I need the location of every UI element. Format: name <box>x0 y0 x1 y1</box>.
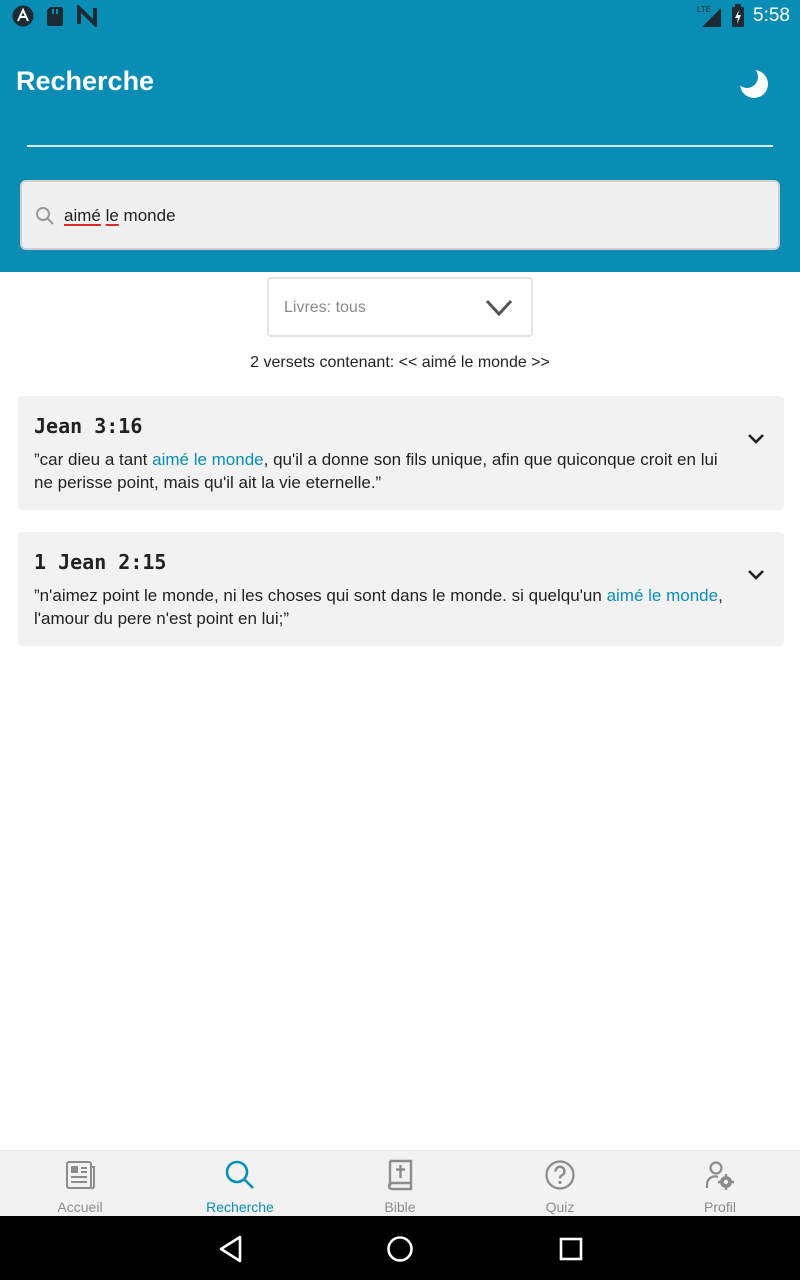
query-word-1: aimé <box>64 206 101 225</box>
battery-icon <box>731 4 745 28</box>
books-filter-label: Livres: tous <box>284 299 366 316</box>
clock: 5:58 <box>753 5 790 26</box>
nav-label: Accueil <box>57 1199 103 1215</box>
nav-recherche[interactable] <box>160 1151 320 1217</box>
nav-profil[interactable] <box>640 1151 800 1217</box>
chevron-down-icon[interactable] <box>746 432 766 446</box>
verse-text-after: , l'amour du pere n'est point en lui;” <box>34 586 723 628</box>
verse-text-after: , qu'il a donne son fils unique, afin que quiconque croit en lui ne perisse point, mais qu'il ait la vie eternelle.” <box>34 450 718 492</box>
chevron-down-icon[interactable] <box>746 568 766 582</box>
search-query[interactable] <box>64 206 176 226</box>
result-card[interactable] <box>18 532 784 646</box>
back-icon[interactable] <box>216 1234 246 1264</box>
header-divider <box>27 145 773 147</box>
chevron-down-icon <box>485 297 513 319</box>
bottom-nav <box>0 1150 800 1216</box>
moon-icon[interactable] <box>734 64 774 104</box>
verse-highlight: aimé le monde <box>606 586 719 605</box>
status-bar <box>0 0 800 32</box>
verse-text-before: ”n'aimez point le monde, ni les choses qui sont dans le monde. si quelqu'un <box>34 586 607 605</box>
verse-reference: Jean 3:16 <box>34 414 143 438</box>
n-app-icon <box>76 5 98 27</box>
bible-icon <box>384 1159 416 1191</box>
app-bar <box>0 32 800 272</box>
search-icon <box>224 1159 256 1191</box>
nav-accueil[interactable] <box>0 1151 160 1217</box>
query-word-2: le <box>105 206 119 225</box>
verse-highlight: aimé le monde <box>152 450 264 469</box>
nav-label: Recherche <box>206 1199 274 1215</box>
system-nav-bar <box>0 1216 800 1280</box>
search-icon <box>35 206 55 226</box>
nav-label: Profil <box>704 1199 736 1215</box>
books-filter-select[interactable] <box>267 277 533 337</box>
nav-label: Bible <box>384 1199 416 1215</box>
result-card[interactable] <box>18 396 784 510</box>
nav-label: Quiz <box>545 1199 575 1215</box>
newspaper-icon <box>64 1159 96 1191</box>
search-input[interactable] <box>20 180 780 250</box>
page-title: Recherche <box>16 66 155 96</box>
nav-quiz[interactable] <box>480 1151 640 1217</box>
user-settings-icon <box>704 1159 736 1191</box>
svg-text:LTE: LTE <box>697 5 712 14</box>
verse-text <box>34 448 734 494</box>
app-a-icon <box>12 5 34 27</box>
query-rest: monde <box>118 206 176 225</box>
recents-icon[interactable] <box>556 1234 586 1264</box>
nav-bible[interactable] <box>320 1151 480 1217</box>
verse-reference: 1 Jean 2:15 <box>34 550 167 574</box>
verse-text <box>34 584 734 630</box>
home-icon[interactable] <box>385 1234 415 1264</box>
signal-icon <box>697 4 723 28</box>
results-summary: 2 versets contenant: << aimé le monde >> <box>250 354 550 371</box>
verse-text-before: ”car dieu a tant <box>34 450 153 469</box>
sd-card-icon <box>44 5 66 27</box>
question-icon <box>544 1159 576 1191</box>
